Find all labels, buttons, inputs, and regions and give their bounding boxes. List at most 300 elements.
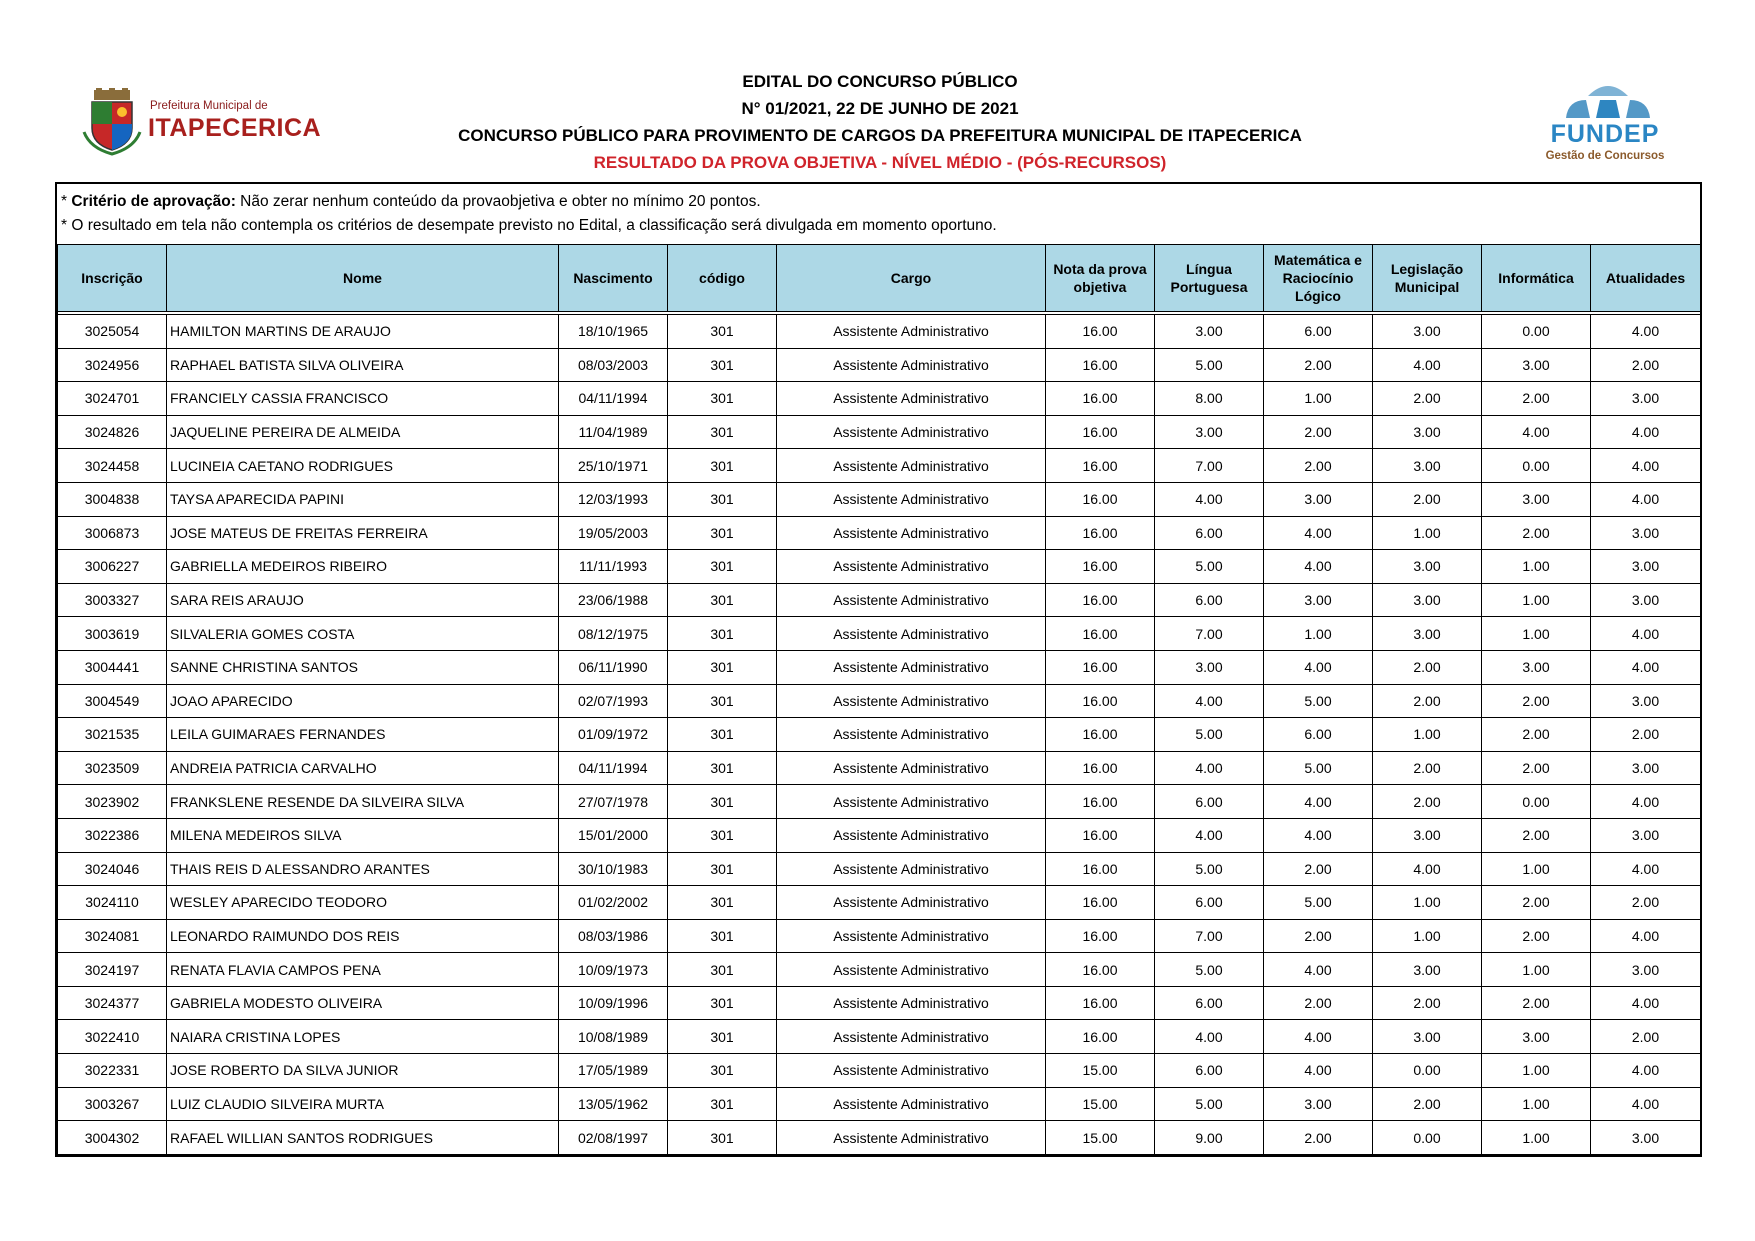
cell-nota-objetiva: 16.00 (1046, 785, 1155, 819)
approval-criteria-text: Não zerar nenhum conteúdo da provaobjetiva e obter no mínimo 20 pontos. (235, 193, 761, 210)
cell-lingua-portuguesa: 6.00 (1155, 1054, 1264, 1088)
table-row (58, 852, 1701, 886)
cell-legislacao: 1.00 (1373, 718, 1482, 752)
cell-matematica: 2.00 (1264, 449, 1373, 483)
cell-nota-objetiva: 16.00 (1046, 919, 1155, 953)
city-name: ITAPECERICA (148, 114, 322, 142)
cell-inscricao: 3024046 (58, 852, 167, 886)
cell-nascimento: 02/08/1997 (559, 1121, 668, 1155)
cell-cargo: Assistente Administrativo (777, 684, 1046, 718)
cell-informatica: 2.00 (1482, 516, 1591, 550)
table-row (58, 415, 1701, 449)
cell-legislacao: 2.00 (1373, 986, 1482, 1020)
cell-lingua-portuguesa: 7.00 (1155, 449, 1264, 483)
cell-inscricao: 3024197 (58, 953, 167, 987)
cell-atualidades: 3.00 (1591, 550, 1701, 584)
cell-codigo: 301 (668, 550, 777, 584)
cell-codigo: 301 (668, 348, 777, 382)
cell-nome: SANNE CHRISTINA SANTOS (167, 650, 559, 684)
table-row (58, 348, 1701, 382)
cell-inscricao: 3024826 (58, 415, 167, 449)
cell-matematica: 6.00 (1264, 718, 1373, 752)
cell-matematica: 5.00 (1264, 751, 1373, 785)
cell-codigo: 301 (668, 1121, 777, 1155)
cell-nome: LEILA GUIMARAES FERNANDES (167, 718, 559, 752)
cell-nascimento: 02/07/1993 (559, 684, 668, 718)
cell-nascimento: 23/06/1988 (559, 583, 668, 617)
cell-nome: JOAO APARECIDO (167, 684, 559, 718)
col-informatica[interactable]: Informática (1482, 245, 1591, 312)
cell-inscricao: 3004441 (58, 650, 167, 684)
cell-nota-objetiva: 16.00 (1046, 684, 1155, 718)
cell-legislacao: 2.00 (1373, 751, 1482, 785)
cell-informatica: 2.00 (1482, 919, 1591, 953)
cell-nota-objetiva: 16.00 (1046, 617, 1155, 651)
cell-lingua-portuguesa: 5.00 (1155, 852, 1264, 886)
cell-inscricao: 3003619 (58, 617, 167, 651)
table-row (58, 886, 1701, 920)
cell-codigo: 301 (668, 986, 777, 1020)
cell-inscricao: 3006227 (58, 550, 167, 584)
cell-atualidades: 3.00 (1591, 583, 1701, 617)
cell-nota-objetiva: 15.00 (1046, 1121, 1155, 1155)
cell-inscricao: 3004302 (58, 1121, 167, 1155)
cell-codigo: 301 (668, 718, 777, 752)
document-title-block (380, 68, 1380, 176)
cell-cargo: Assistente Administrativo (777, 986, 1046, 1020)
cell-nascimento: 01/09/1972 (559, 718, 668, 752)
col-codigo[interactable]: código (668, 245, 777, 312)
cell-inscricao: 3024458 (58, 449, 167, 483)
cell-nome: HAMILTON MARTINS DE ARAUJO (167, 315, 559, 349)
cell-legislacao: 2.00 (1373, 650, 1482, 684)
cell-nome: GABRIELA MODESTO OLIVEIRA (167, 986, 559, 1020)
cell-nota-objetiva: 16.00 (1046, 348, 1155, 382)
cell-atualidades: 4.00 (1591, 617, 1701, 651)
cell-nascimento: 08/03/2003 (559, 348, 668, 382)
cell-cargo: Assistente Administrativo (777, 315, 1046, 349)
cell-atualidades: 3.00 (1591, 953, 1701, 987)
cell-nascimento: 06/11/1990 (559, 650, 668, 684)
table-row (58, 751, 1701, 785)
cell-matematica: 1.00 (1264, 617, 1373, 651)
cell-informatica: 2.00 (1482, 818, 1591, 852)
cell-atualidades: 3.00 (1591, 684, 1701, 718)
cell-informatica: 1.00 (1482, 852, 1591, 886)
cell-nascimento: 19/05/2003 (559, 516, 668, 550)
cell-nome: SARA REIS ARAUJO (167, 583, 559, 617)
notes-section (57, 184, 1700, 244)
table-row (58, 718, 1701, 752)
table-row (58, 550, 1701, 584)
col-nome[interactable]: Nome (167, 245, 559, 312)
cell-atualidades: 2.00 (1591, 348, 1701, 382)
cell-matematica: 4.00 (1264, 550, 1373, 584)
cell-atualidades: 2.00 (1591, 1020, 1701, 1054)
col-inscricao[interactable]: Inscrição (58, 245, 167, 312)
cell-nota-objetiva: 16.00 (1046, 415, 1155, 449)
cell-nascimento: 01/02/2002 (559, 886, 668, 920)
cell-nome: GABRIELLA MEDEIROS RIBEIRO (167, 550, 559, 584)
cell-legislacao: 3.00 (1373, 583, 1482, 617)
fundep-name: FUNDEP (1550, 120, 1660, 148)
cell-lingua-portuguesa: 4.00 (1155, 751, 1264, 785)
title-line-3: CONCURSO PÚBLICO PARA PROVIMENTO DE CARGOS DA PREFEITURA MUNICIPAL DE ITAPECERICA (458, 126, 1302, 145)
cell-legislacao: 4.00 (1373, 348, 1482, 382)
cell-matematica: 5.00 (1264, 684, 1373, 718)
cell-matematica: 4.00 (1264, 516, 1373, 550)
cell-cargo: Assistente Administrativo (777, 516, 1046, 550)
cell-nome: MILENA MEDEIROS SILVA (167, 818, 559, 852)
cell-codigo: 301 (668, 886, 777, 920)
cell-codigo: 301 (668, 650, 777, 684)
cell-nota-objetiva: 16.00 (1046, 583, 1155, 617)
cell-legislacao: 3.00 (1373, 617, 1482, 651)
cell-informatica: 4.00 (1482, 415, 1591, 449)
cell-lingua-portuguesa: 6.00 (1155, 785, 1264, 819)
cell-inscricao: 3023902 (58, 785, 167, 819)
cell-nota-objetiva: 16.00 (1046, 818, 1155, 852)
table-row (58, 617, 1701, 651)
col-cargo[interactable]: Cargo (777, 245, 1046, 312)
cell-inscricao: 3006873 (58, 516, 167, 550)
cell-atualidades: 2.00 (1591, 718, 1701, 752)
results-frame (55, 182, 1702, 1157)
cell-nome: THAIS REIS D ALESSANDRO ARANTES (167, 852, 559, 886)
cell-matematica: 2.00 (1264, 1121, 1373, 1155)
table-row (58, 315, 1701, 349)
cell-legislacao: 2.00 (1373, 382, 1482, 416)
cell-lingua-portuguesa: 6.00 (1155, 583, 1264, 617)
cell-nota-objetiva: 16.00 (1046, 449, 1155, 483)
cell-nota-objetiva: 16.00 (1046, 751, 1155, 785)
cell-informatica: 2.00 (1482, 886, 1591, 920)
cell-legislacao: 3.00 (1373, 449, 1482, 483)
table-row (58, 953, 1701, 987)
cell-atualidades: 3.00 (1591, 382, 1701, 416)
cell-inscricao: 3004549 (58, 684, 167, 718)
cell-nascimento: 13/05/1962 (559, 1087, 668, 1121)
cell-cargo: Assistente Administrativo (777, 919, 1046, 953)
cell-nota-objetiva: 16.00 (1046, 550, 1155, 584)
cell-nome: SILVALERIA GOMES COSTA (167, 617, 559, 651)
cell-cargo: Assistente Administrativo (777, 650, 1046, 684)
cell-lingua-portuguesa: 6.00 (1155, 886, 1264, 920)
cell-legislacao: 2.00 (1373, 482, 1482, 516)
cell-nota-objetiva: 16.00 (1046, 1020, 1155, 1054)
cell-legislacao: 3.00 (1373, 1020, 1482, 1054)
cell-nota-objetiva: 16.00 (1046, 852, 1155, 886)
cell-nascimento: 11/04/1989 (559, 415, 668, 449)
cell-matematica: 3.00 (1264, 583, 1373, 617)
cell-cargo: Assistente Administrativo (777, 751, 1046, 785)
prefeitura-label: Prefeitura Municipal de (150, 100, 268, 112)
cell-atualidades: 3.00 (1591, 516, 1701, 550)
cell-codigo: 301 (668, 919, 777, 953)
cell-inscricao: 3004838 (58, 482, 167, 516)
cell-atualidades: 4.00 (1591, 1087, 1701, 1121)
cell-lingua-portuguesa: 3.00 (1155, 415, 1264, 449)
cell-lingua-portuguesa: 3.00 (1155, 650, 1264, 684)
cell-nascimento: 25/10/1971 (559, 449, 668, 483)
cell-lingua-portuguesa: 6.00 (1155, 516, 1264, 550)
approval-criteria-label: Critério de aprovação: (71, 193, 236, 210)
cell-atualidades: 4.00 (1591, 482, 1701, 516)
cell-lingua-portuguesa: 4.00 (1155, 482, 1264, 516)
cell-matematica: 4.00 (1264, 1054, 1373, 1088)
cell-inscricao: 3024956 (58, 348, 167, 382)
cell-informatica: 2.00 (1482, 684, 1591, 718)
cell-inscricao: 3003267 (58, 1087, 167, 1121)
cell-inscricao: 3024081 (58, 919, 167, 953)
cell-nome: LEONARDO RAIMUNDO DOS REIS (167, 919, 559, 953)
cell-inscricao: 3021535 (58, 718, 167, 752)
cell-matematica: 4.00 (1264, 818, 1373, 852)
cell-atualidades: 4.00 (1591, 315, 1701, 349)
col-atualidades[interactable]: Atualidades (1591, 245, 1701, 312)
table-row (58, 1020, 1701, 1054)
cell-nota-objetiva: 16.00 (1046, 953, 1155, 987)
table-row (58, 1054, 1701, 1088)
cell-lingua-portuguesa: 9.00 (1155, 1121, 1264, 1155)
cell-nome: LUIZ CLAUDIO SILVEIRA MURTA (167, 1087, 559, 1121)
note-bullet: * (61, 193, 72, 210)
cell-informatica: 2.00 (1482, 986, 1591, 1020)
cell-matematica: 4.00 (1264, 1020, 1373, 1054)
cell-cargo: Assistente Administrativo (777, 1020, 1046, 1054)
cell-codigo: 301 (668, 516, 777, 550)
cell-inscricao: 3024377 (58, 986, 167, 1020)
cell-cargo: Assistente Administrativo (777, 852, 1046, 886)
cell-atualidades: 4.00 (1591, 986, 1701, 1020)
cell-nota-objetiva: 16.00 (1046, 482, 1155, 516)
col-legislacao[interactable]: Legislação Municipal (1373, 245, 1482, 312)
cell-cargo: Assistente Administrativo (777, 718, 1046, 752)
cell-cargo: Assistente Administrativo (777, 415, 1046, 449)
cell-nome: NAIARA CRISTINA LOPES (167, 1020, 559, 1054)
cell-nota-objetiva: 15.00 (1046, 1087, 1155, 1121)
table-row (58, 583, 1701, 617)
cell-informatica: 3.00 (1482, 482, 1591, 516)
table-row (58, 684, 1701, 718)
cell-lingua-portuguesa: 7.00 (1155, 617, 1264, 651)
cell-nome: ANDREIA PATRICIA CARVALHO (167, 751, 559, 785)
cell-codigo: 301 (668, 953, 777, 987)
cell-cargo: Assistente Administrativo (777, 382, 1046, 416)
cell-informatica: 1.00 (1482, 583, 1591, 617)
cell-matematica: 4.00 (1264, 785, 1373, 819)
cell-lingua-portuguesa: 6.00 (1155, 986, 1264, 1020)
table-row (58, 482, 1701, 516)
cell-atualidades: 2.00 (1591, 886, 1701, 920)
table-row (58, 919, 1701, 953)
cell-legislacao: 1.00 (1373, 919, 1482, 953)
table-row (58, 516, 1701, 550)
cell-lingua-portuguesa: 5.00 (1155, 1087, 1264, 1121)
cell-informatica: 1.00 (1482, 1121, 1591, 1155)
cell-atualidades: 4.00 (1591, 852, 1701, 886)
cell-nascimento: 08/03/1986 (559, 919, 668, 953)
cell-codigo: 301 (668, 482, 777, 516)
cell-matematica: 1.00 (1264, 382, 1373, 416)
cell-legislacao: 2.00 (1373, 1087, 1482, 1121)
cell-informatica: 0.00 (1482, 315, 1591, 349)
cell-nome: RAFAEL WILLIAN SANTOS RODRIGUES (167, 1121, 559, 1155)
cell-matematica: 5.00 (1264, 886, 1373, 920)
cell-inscricao: 3022331 (58, 1054, 167, 1088)
cell-codigo: 301 (668, 1087, 777, 1121)
cell-cargo: Assistente Administrativo (777, 449, 1046, 483)
cell-matematica: 2.00 (1264, 415, 1373, 449)
cell-informatica: 3.00 (1482, 650, 1591, 684)
cell-nome: WESLEY APARECIDO TEODORO (167, 886, 559, 920)
col-nascimento[interactable]: Nascimento (559, 245, 668, 312)
col-matematica[interactable]: Matemática e Raciocínio Lógico (1264, 245, 1373, 312)
cell-cargo: Assistente Administrativo (777, 1087, 1046, 1121)
title-line-1: EDITAL DO CONCURSO PÚBLICO (742, 72, 1018, 91)
cell-informatica: 3.00 (1482, 348, 1591, 382)
cell-nascimento: 17/05/1989 (559, 1054, 668, 1088)
cell-legislacao: 4.00 (1373, 852, 1482, 886)
cell-legislacao: 3.00 (1373, 550, 1482, 584)
table-row (58, 818, 1701, 852)
cell-nascimento: 10/08/1989 (559, 1020, 668, 1054)
cell-nascimento: 11/11/1993 (559, 550, 668, 584)
cell-cargo: Assistente Administrativo (777, 348, 1046, 382)
table-row (58, 449, 1701, 483)
col-nota-objetiva[interactable]: Nota da prova objetiva (1046, 245, 1155, 312)
cell-nascimento: 04/11/1994 (559, 751, 668, 785)
cell-codigo: 301 (668, 449, 777, 483)
cell-cargo: Assistente Administrativo (777, 1121, 1046, 1155)
cell-nota-objetiva: 16.00 (1046, 315, 1155, 349)
cell-lingua-portuguesa: 5.00 (1155, 348, 1264, 382)
cell-cargo: Assistente Administrativo (777, 953, 1046, 987)
cell-nascimento: 27/07/1978 (559, 785, 668, 819)
cell-cargo: Assistente Administrativo (777, 583, 1046, 617)
cell-inscricao: 3024701 (58, 382, 167, 416)
cell-nascimento: 10/09/1973 (559, 953, 668, 987)
cell-matematica: 3.00 (1264, 482, 1373, 516)
cell-informatica: 3.00 (1482, 1020, 1591, 1054)
cell-informatica: 2.00 (1482, 718, 1591, 752)
cell-nascimento: 12/03/1993 (559, 482, 668, 516)
cell-lingua-portuguesa: 4.00 (1155, 684, 1264, 718)
cell-nota-objetiva: 16.00 (1046, 516, 1155, 550)
cell-informatica: 1.00 (1482, 953, 1591, 987)
cell-legislacao: 0.00 (1373, 1121, 1482, 1155)
cell-matematica: 2.00 (1264, 852, 1373, 886)
cell-inscricao: 3023509 (58, 751, 167, 785)
cell-lingua-portuguesa: 3.00 (1155, 315, 1264, 349)
cell-lingua-portuguesa: 5.00 (1155, 718, 1264, 752)
cell-nascimento: 18/10/1965 (559, 315, 668, 349)
cell-codigo: 301 (668, 684, 777, 718)
cell-codigo: 301 (668, 315, 777, 349)
cell-matematica: 2.00 (1264, 919, 1373, 953)
cell-legislacao: 3.00 (1373, 415, 1482, 449)
cell-nota-objetiva: 16.00 (1046, 382, 1155, 416)
cell-codigo: 301 (668, 382, 777, 416)
cell-informatica: 0.00 (1482, 449, 1591, 483)
municipal-crest-icon (82, 88, 142, 156)
cell-inscricao: 3022386 (58, 818, 167, 852)
cell-cargo: Assistente Administrativo (777, 818, 1046, 852)
results-table (57, 244, 1701, 1155)
cell-atualidades: 4.00 (1591, 919, 1701, 953)
cell-legislacao: 1.00 (1373, 886, 1482, 920)
cell-nota-objetiva: 16.00 (1046, 650, 1155, 684)
cell-codigo: 301 (668, 617, 777, 651)
prefeitura-logo (82, 88, 322, 160)
table-row (58, 1121, 1701, 1155)
table-row (58, 650, 1701, 684)
cell-lingua-portuguesa: 8.00 (1155, 382, 1264, 416)
cell-nome: RENATA FLAVIA CAMPOS PENA (167, 953, 559, 987)
table-row (58, 785, 1701, 819)
cell-nome: JOSE MATEUS DE FREITAS FERREIRA (167, 516, 559, 550)
cell-lingua-portuguesa: 7.00 (1155, 919, 1264, 953)
cell-nascimento: 30/10/1983 (559, 852, 668, 886)
fundep-mark-icon (1558, 78, 1658, 120)
cell-lingua-portuguesa: 5.00 (1155, 550, 1264, 584)
cell-matematica: 2.00 (1264, 348, 1373, 382)
cell-legislacao: 1.00 (1373, 516, 1482, 550)
cell-cargo: Assistente Administrativo (777, 785, 1046, 819)
cell-inscricao: 3025054 (58, 315, 167, 349)
cell-cargo: Assistente Administrativo (777, 550, 1046, 584)
col-lingua-portuguesa[interactable]: Língua Portuguesa (1155, 245, 1264, 312)
cell-legislacao: 2.00 (1373, 684, 1482, 718)
cell-informatica: 0.00 (1482, 785, 1591, 819)
page-header (0, 0, 1755, 180)
results-body (58, 312, 1701, 1155)
result-subtitle: RESULTADO DA PROVA OBJETIVA - NÍVEL MÉDIO - (PÓS-RECURSOS) (593, 153, 1167, 172)
cell-nome: FRANKSLENE RESENDE DA SILVEIRA SILVA (167, 785, 559, 819)
cell-legislacao: 3.00 (1373, 818, 1482, 852)
cell-cargo: Assistente Administrativo (777, 1054, 1046, 1088)
cell-nascimento: 10/09/1996 (559, 986, 668, 1020)
cell-matematica: 2.00 (1264, 986, 1373, 1020)
approval-criteria-note (61, 190, 1700, 214)
cell-atualidades: 3.00 (1591, 1121, 1701, 1155)
table-header-row (58, 245, 1701, 312)
cell-codigo: 301 (668, 415, 777, 449)
cell-atualidades: 4.00 (1591, 650, 1701, 684)
cell-atualidades: 4.00 (1591, 449, 1701, 483)
cell-informatica: 1.00 (1482, 617, 1591, 651)
table-row (58, 1087, 1701, 1121)
cell-codigo: 301 (668, 751, 777, 785)
cell-matematica: 4.00 (1264, 650, 1373, 684)
cell-cargo: Assistente Administrativo (777, 482, 1046, 516)
cell-nome: JOSE ROBERTO DA SILVA JUNIOR (167, 1054, 559, 1088)
cell-legislacao: 3.00 (1373, 953, 1482, 987)
cell-informatica: 2.00 (1482, 382, 1591, 416)
cell-codigo: 301 (668, 1020, 777, 1054)
cell-nota-objetiva: 16.00 (1046, 986, 1155, 1020)
cell-atualidades: 4.00 (1591, 785, 1701, 819)
cell-codigo: 301 (668, 818, 777, 852)
cell-codigo: 301 (668, 583, 777, 617)
cell-lingua-portuguesa: 4.00 (1155, 818, 1264, 852)
cell-nome: RAPHAEL BATISTA SILVA OLIVEIRA (167, 348, 559, 382)
cell-cargo: Assistente Administrativo (777, 617, 1046, 651)
cell-nota-objetiva: 16.00 (1046, 886, 1155, 920)
cell-nome: JAQUELINE PEREIRA DE ALMEIDA (167, 415, 559, 449)
cell-codigo: 301 (668, 1054, 777, 1088)
tiebreak-note: * O resultado em tela não contempla os critérios de desempate previsto no Edital, a classificação será divulgada em momento oportuno. (61, 217, 997, 234)
